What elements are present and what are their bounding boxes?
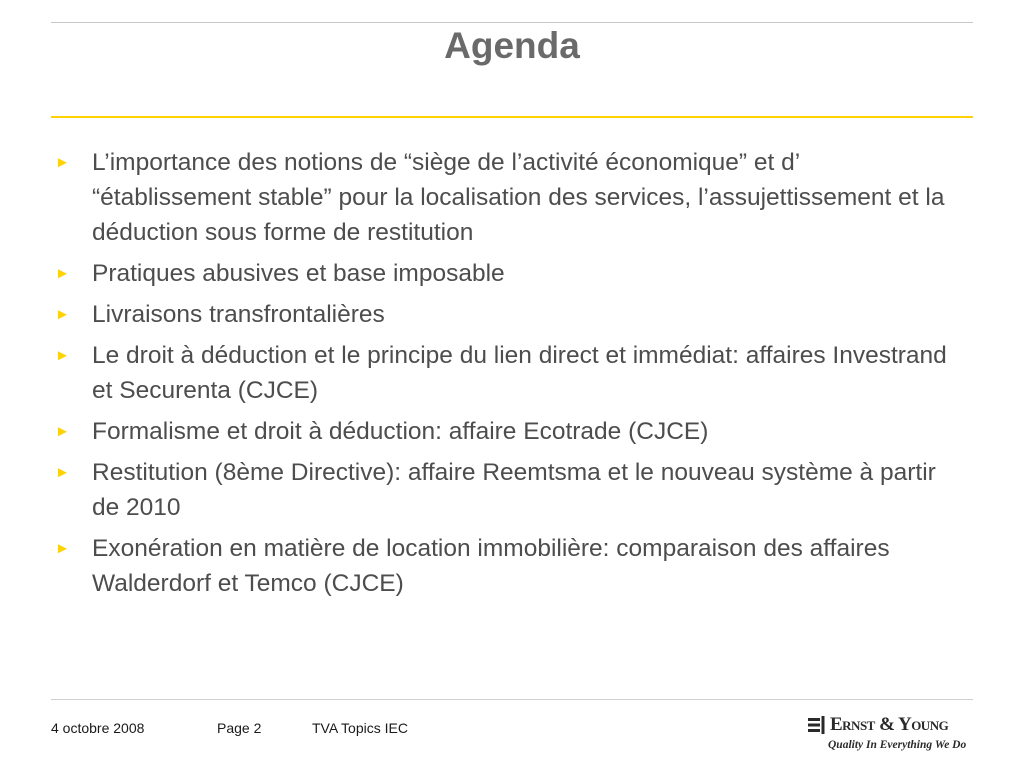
list-item: [50, 256, 960, 291]
slide-title: Agenda: [444, 25, 580, 66]
triangle-bullet-icon: ►: [55, 423, 70, 440]
top-divider: [51, 22, 973, 23]
footer-divider: [51, 699, 973, 700]
list-item-text: Exonération en matière de location immobilière: comparaison des affaires Walderdorf et Temco (CJCE): [92, 535, 890, 597]
logo-mark-icon: [808, 716, 826, 734]
title-accent-divider: [51, 116, 973, 118]
list-item: [50, 531, 960, 601]
list-item: [50, 455, 960, 525]
list-item-text: Pratiques abusives et base imposable: [92, 260, 505, 287]
list-item-text: Formalisme et droit à déduction: affaire Ecotrade (CJCE): [92, 418, 709, 445]
footer-topic: TVA Topics IEC: [312, 720, 408, 736]
footer-date: 4 octobre 2008: [51, 720, 145, 736]
footer-page-number: Page 2: [217, 720, 262, 736]
list-item: [50, 338, 960, 408]
list-item: [50, 414, 960, 449]
company-logo: [808, 714, 978, 756]
triangle-bullet-icon: ►: [55, 265, 70, 282]
list-item-text: L’importance des notions de “siège de l’activité économique” et d’ “établissement stable” pour la localisation des services, l’assujettissement et la déduction sous forme de restitution: [92, 149, 945, 246]
list-item: [50, 145, 960, 250]
list-item-text: Livraisons transfrontalières: [92, 301, 385, 328]
list-item-text: Restitution (8ème Directive): affaire Reemtsma et le nouveau système à partir de 2010: [92, 459, 936, 521]
triangle-bullet-icon: ►: [55, 306, 70, 323]
triangle-bullet-icon: ►: [55, 154, 70, 171]
list-item: [50, 297, 960, 332]
logo-wordmark: Ernst & Young: [830, 714, 949, 735]
logo-tagline: Quality In Everything We Do: [828, 739, 967, 751]
triangle-bullet-icon: ►: [55, 464, 70, 481]
triangle-bullet-icon: ►: [55, 540, 70, 557]
list-item-text: Le droit à déduction et le principe du lien direct et immédiat: affaires Investrand et Securenta (CJCE): [92, 342, 947, 404]
agenda-list: [50, 145, 960, 607]
triangle-bullet-icon: ►: [55, 347, 70, 364]
